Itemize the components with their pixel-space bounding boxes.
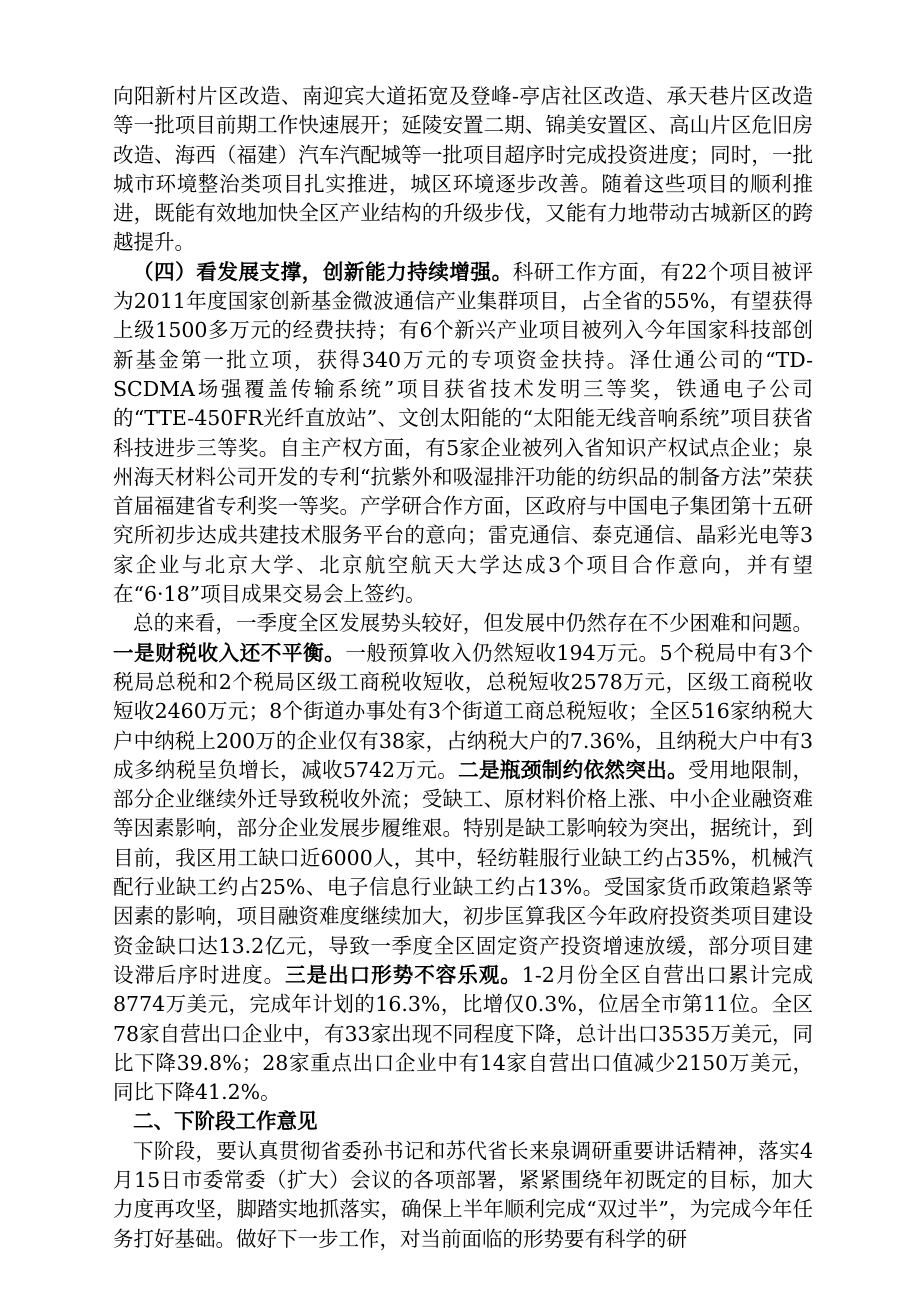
paragraph-innovation — [113, 258, 813, 610]
problem-three-text: 1-2月份全区自营出口累计完成8774万美元，完成年计划的16.3%，比增仅0.3%，位居全市第11位。全区78家自营出口企业中，有33家出现不同程度下降，总计出口3535万美元，同比下降39.8%；28家重点出口企业中有14家自营出口值减少2150万美元，同比下降41.2%。 — [113, 962, 813, 1105]
paragraph-project-progress — [113, 82, 813, 258]
problem-one-title: 一是财税收入还不平衡。 — [113, 640, 346, 665]
paragraph-text: 下阶段，要认真贯彻省委孙书记和苏代省长来泉调研重要讲话精神，落实4月15日市委常委（扩大）会议的各项部署，紧紧围绕年初既定的目标，加大力度再攻坚，脚踏实地抓落实，确保上半年顺利完成“双过半”，为完成今年任务打好基础。做好下一步工作，对当前面临的形势要有科学的研 — [113, 1138, 813, 1251]
problem-one-text: 一般预算收入仍然短收194万元。5个税局中有3个税局总税和2个税局区级工商税收短收，总税短收2578万元，区级工商税收短收2460万元；8个街道办事处有3个街道工商总税短收；全区516家纳税大户中纳税上200万的企业仅有38家，占纳税大户的7.36%，且纳税大户中有3成多纳税呈负增长，减收5742万元。 — [113, 640, 814, 782]
section-lead-innovation: （四）看发展支撑，创新能力持续增强。 — [133, 259, 513, 284]
document-page — [113, 82, 813, 1254]
problem-three-title: 三是出口形势不容乐观。 — [285, 962, 522, 987]
paragraph-next-stage — [113, 1137, 813, 1254]
paragraph-text: 科研工作方面，有22个项目被评为2011年度国家创新基金微波通信产业集群项目，占全省的55%，有望获得上级1500多万元的经费扶持；有6个新兴产业项目被列入今年国家科技部创新基金第一批立项，获得340万元的专项资金扶持。泽仕通公司的“TD-SCDMA场强覆盖传输系统”项目获省技术发明三等奖，铁通电子公司的“TTE-450FR光纤直放站”、文创太阳能的“太阳能无线音响系统”项目获省科技进步三等奖。自主产权方面，有5家企业被列入省知识产权试点企业；泉州海天材料公司开发的专利“抗紫外和吸湿排汗功能的纺织品的制备方法”荣获首届福建省专利奖一等奖。产学研合作方面，区政府与中国电子集团第十五研究所初步达成共建技术服务平台的意向；雷克通信、泰克通信、晶彩光电等3家企业与北京大学、北京航空航天大学达成3个项目合作意向，并有望在“6·18”项目成果交易会上签约。 — [113, 259, 813, 607]
paragraph-problems — [113, 609, 813, 1107]
problem-two-text: 受用地限制，部分企业继续外迁导致税收外流；受缺工、原材料价格上涨、中小企业融资难等因素影响，部分企业发展步履维艰。特别是缺工影响较为突出，据统计，到目前，我区用工缺口近6000人，其中，轻纺鞋服行业缺工约占35%，机械汽配行业缺工约占25%、电子信息行业缺工约占13%。受国家货币政策趋紧等因素的影响，项目融资难度继续加大，初步匡算我区今年政府投资类项目建设资金缺口达13.2亿元，导致一季度全区固定资产投资增速放缓，部分项目建设滞后序时进度。 — [113, 757, 814, 987]
section-heading-next-stage: 二、下阶段工作意见 — [133, 1109, 318, 1134]
paragraph-intro: 总的来看，一季度全区发展势头较好，但发展中仍然存在不少困难和问题。 — [133, 611, 813, 636]
problem-two-title: 二是瓶颈制约依然突出。 — [458, 757, 689, 782]
paragraph-text: 向阳新村片区改造、南迎宾大道拓宽及登峰-亭店社区改造、承天巷片区改造等一批项目前期工作快速展开；延陵安置二期、锦美安置区、高山片区危旧房改造、海西（福建）汽车汽配城等一批项目超序时完成投资进度；同时，一批城市环境整治类项目扎实推进，城区环境逐步改善。随着这些项目的顺利推进，既能有效地加快全区产业结构的升级步伐，又能有力地带动古城新区的跨越提升。 — [113, 84, 813, 255]
